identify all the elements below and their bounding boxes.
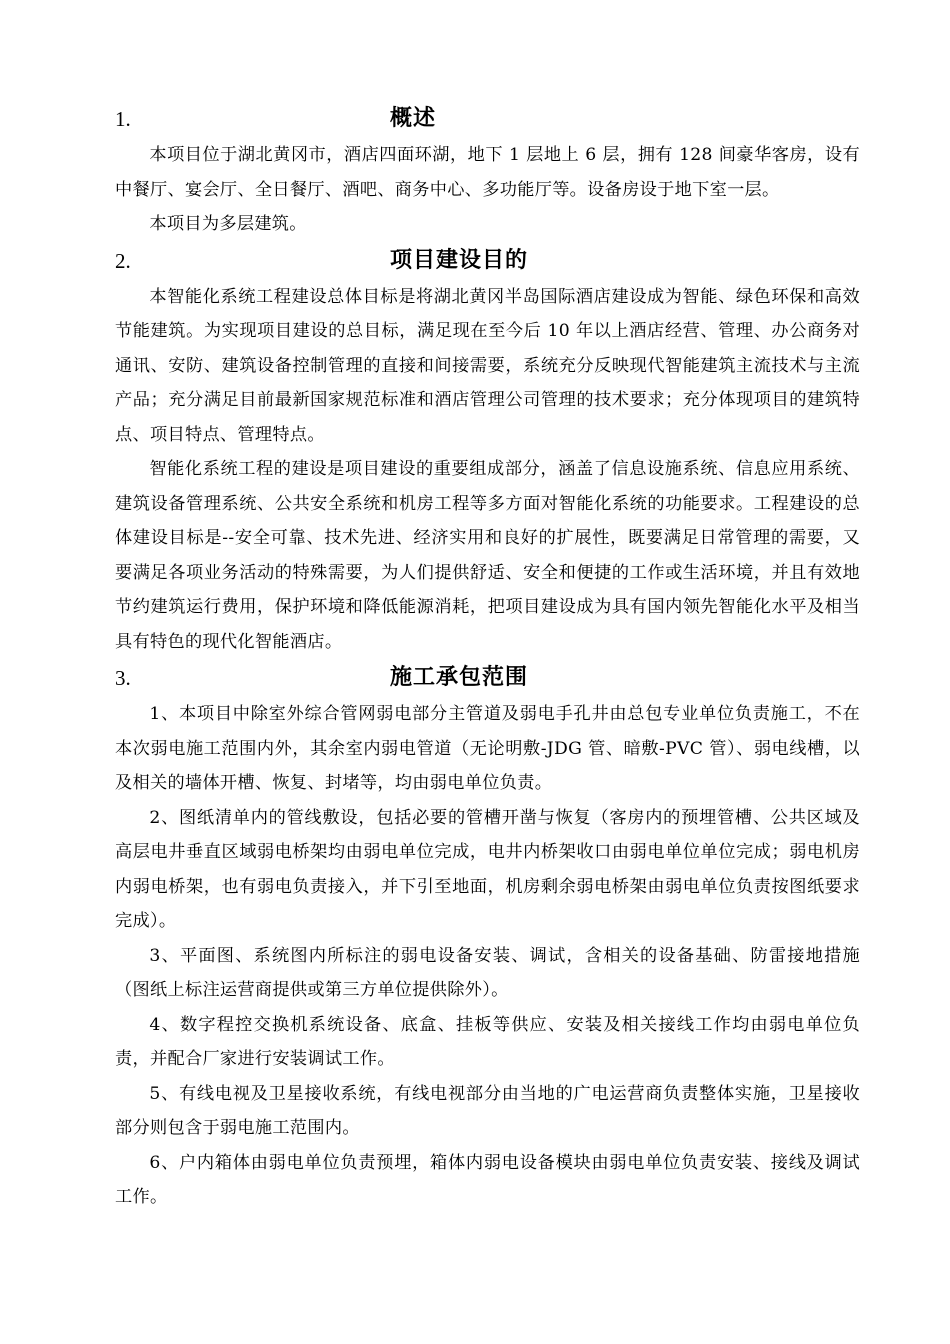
document-page (115, 100, 860, 1215)
section-heading (115, 659, 860, 697)
section-contract-scope (115, 659, 860, 1215)
scope-item: 2、图纸清单内的管线敷设，包括必要的管槽开凿与恢复（客房内的预埋管槽、公共区域及高层电井垂直区域弱电桥架均由弱电单位完成，电井内桥架收口由弱电单位单位完成；弱电机房内弱电桥架，也有弱电负责接入，并下引至地面，机房剩余弱电桥架由弱电单位负责按图纸要求完成）。 (115, 807, 860, 931)
section-overview (115, 100, 860, 242)
scope-item: 3、平面图、系统图内所标注的弱电设备安装、调试，含相关的设备基础、防雷接地措施（图纸上标注运营商提供或第三方单位提供除外）。 (115, 945, 860, 1000)
section-number: 1. (115, 107, 131, 131)
scope-item: 4、数字程控交换机系统设备、底盒、挂板等供应、安装及相关接线工作均由弱电单位负责，并配合厂家进行安装调试工作。 (115, 1014, 860, 1069)
scope-item: 6、户内箱体由弱电单位负责预埋，箱体内弱电设备模块由弱电单位负责安装、接线及调试工作。 (115, 1152, 860, 1207)
section-title: 项目建设目的 (390, 247, 529, 273)
section-title: 施工承包范围 (390, 665, 529, 690)
paragraph: 本智能化系统工程建设总体目标是将湖北黄冈半岛国际酒店建设成为智能、绿色环保和高效节能建筑。为实现项目建设的总目标，满足现在至今后 10 年以上酒店经营、管理、办公商务对通讯、安防、建筑设备控制管理的直接和间接需要，系统充分反映现代智能建筑主流技术与主流产品；充分满足目前最新国家规范标准和酒店管理公司管理的技术要求；充分体现项目的建筑特点、项目特点、管理特点。 (115, 286, 860, 445)
paragraph: 本项目为多层建筑。 (149, 214, 307, 234)
scope-item: 1、本项目中除室外综合管网弱电部分主管道及弱电手孔井由总包专业单位负责施工，不在本次弱电施工范围内外，其余室内弱电管道（无论明敷-JDG 管、暗敷-PVC 管）、弱电线槽，以及相关的墙体开槽、恢复、封堵等，均由弱电单位负责。 (115, 704, 860, 793)
section-heading (115, 100, 860, 138)
section-number: 2. (115, 248, 131, 273)
section-project-purpose (115, 242, 860, 660)
scope-item: 5、有线电视及卫星接收系统，有线电视部分由当地的广电运营商负责整体实施，卫星接收部分则包含于弱电施工范围内。 (115, 1083, 860, 1138)
paragraph: 本项目位于湖北黄冈市，酒店四面环湖，地下 1 层地上 6 层，拥有 128 间豪华客房，设有中餐厅、宴会厅、全日餐厅、酒吧、商务中心、多功能厅等。设备房设于地下室一层。 (115, 145, 860, 200)
section-title: 概述 (390, 106, 437, 131)
paragraph: 智能化系统工程的建设是项目建设的重要组成部分，涵盖了信息设施系统、信息应用系统、建筑设备管理系统、公共安全系统和机房工程等多方面对智能化系统的功能要求。工程建设的总体建设目标是--安全可靠、技术先进、经济实用和良好的扩展性，既要满足日常管理的需要，又要满足各项业务活动的特殊需要，为人们提供舒适、安全和便捷的工作或生活环境，并且有效地节约建筑运行费用，保护环境和降低能源消耗，把项目建设成为具有国内领先智能化水平及相当具有特色的现代化智能酒店。 (115, 459, 860, 652)
section-number: 3. (115, 666, 131, 690)
section-heading (115, 242, 860, 280)
